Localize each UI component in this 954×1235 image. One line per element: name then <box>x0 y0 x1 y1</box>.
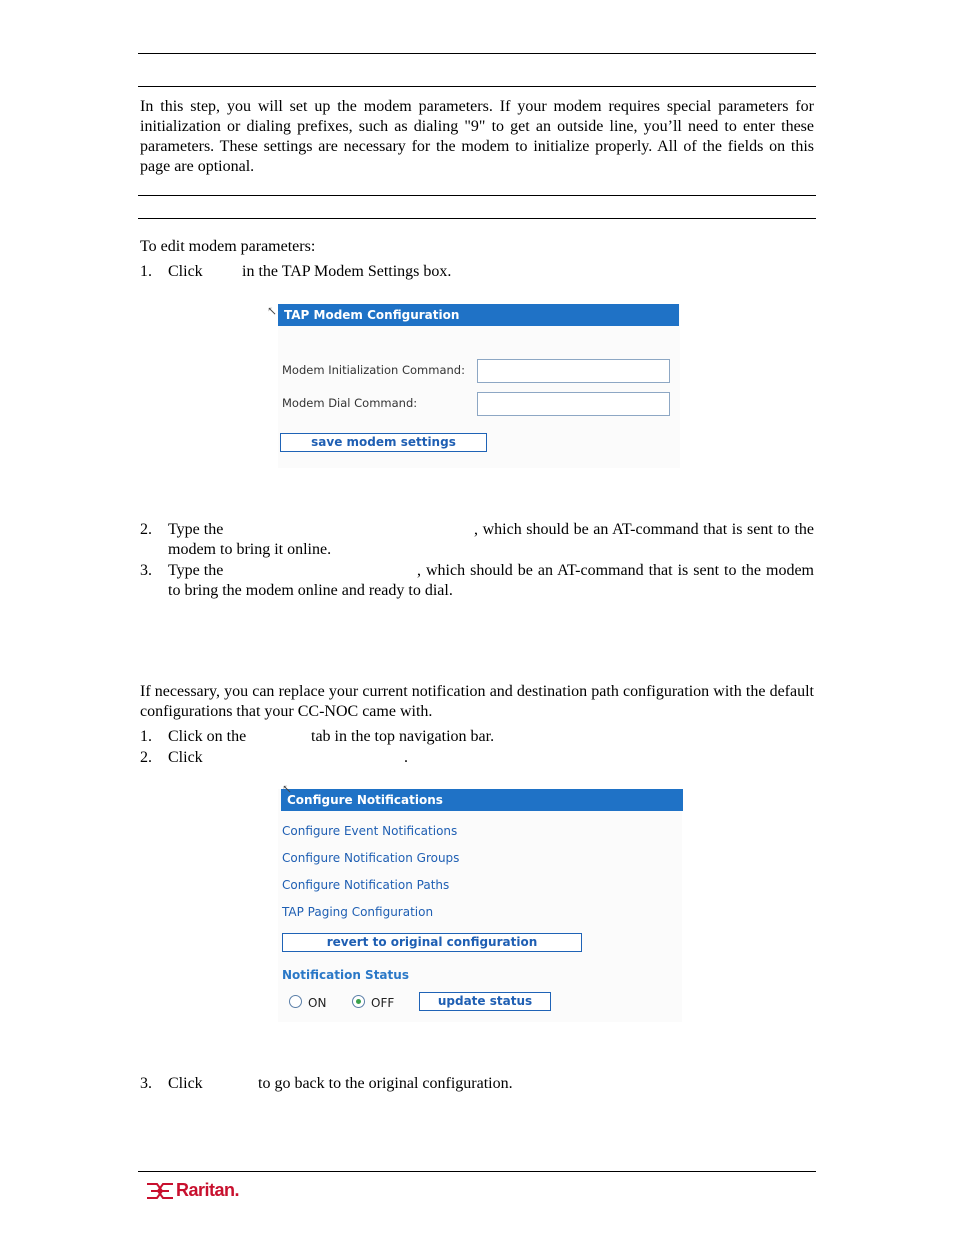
section-rule-bottom <box>138 218 816 219</box>
intro-paragraph: In this step, you will set up the modem parameters. If your modem requires special parameters for initialization or dialing prefixes, such as dialing "9" to get an outside line, you’ll need to enter these parameters. These settings are necessary for the modem to initialize properly. All of the fields on this page are optional. <box>140 98 814 175</box>
revert-step1-number: 1. <box>140 728 152 745</box>
revert-step2-text-post: . <box>404 749 408 766</box>
section-rule-top <box>138 195 816 196</box>
modem-dial-label: Modem Dial Command: <box>282 396 418 410</box>
revert-original-configuration-button[interactable]: revert to original configuration <box>282 933 582 952</box>
configure-notification-groups-link[interactable]: Configure Notification Groups <box>282 851 460 865</box>
revert-step2-number: 2. <box>140 749 152 766</box>
step3-number: 3. <box>140 562 152 579</box>
step2-text-post: , which should be an AT-command that is sent to the modem to bring it online. <box>168 521 814 558</box>
header-rule-bottom <box>138 86 816 87</box>
step1-text-pre: Click <box>168 263 203 280</box>
mouse-cursor-icon-2: ↖ <box>282 782 293 796</box>
modem-dial-field[interactable] <box>477 392 670 416</box>
revert-step3-text-post: to go back to the original configuration. <box>258 1075 513 1092</box>
status-off-label: OFF <box>371 996 395 1010</box>
modem-init-field[interactable] <box>477 359 670 383</box>
revert-step1-text-post: tab in the top navigation bar. <box>311 728 495 745</box>
status-on-label: ON <box>308 996 327 1010</box>
tap-paging-configuration-link[interactable]: TAP Paging Configuration <box>282 905 434 919</box>
step3-text-pre: Type the <box>168 562 224 579</box>
raritan-logo-text: Raritan. <box>176 1180 240 1200</box>
step1-text-post: in the TAP Modem Settings box. <box>242 263 452 280</box>
save-modem-settings-button[interactable]: save modem settings <box>280 433 487 452</box>
mouse-cursor-icon: ↖ <box>267 304 278 318</box>
raritan-logo <box>145 1180 255 1202</box>
modem-config-title: TAP Modem Configuration <box>278 304 679 326</box>
revert-step3-number: 3. <box>140 1075 152 1092</box>
configure-notifications-title: Configure Notifications <box>281 789 683 811</box>
header-rule-top <box>138 53 816 54</box>
status-off-radio[interactable] <box>352 995 365 1008</box>
edit-heading: To edit modem parameters: <box>140 238 316 255</box>
footer-rule <box>138 1171 816 1172</box>
modem-config-panel <box>278 304 680 468</box>
configure-event-notifications-link[interactable]: Configure Event Notifications <box>282 824 458 838</box>
revert-step2-text-pre: Click <box>168 749 203 766</box>
status-on-radio[interactable] <box>289 995 302 1008</box>
modem-init-label: Modem Initialization Command: <box>282 363 465 377</box>
update-status-button[interactable]: update status <box>419 992 551 1011</box>
configure-notifications-panel <box>278 789 682 1022</box>
step3-text-post: , which should be an AT-command that is sent to the modem to bring the modem online and ready to dial. <box>168 562 814 599</box>
notification-status-heading: Notification Status <box>282 968 409 982</box>
step1-number: 1. <box>140 263 152 280</box>
step2-number: 2. <box>140 521 152 538</box>
configure-notification-paths-link[interactable]: Configure Notification Paths <box>282 878 450 892</box>
raritan-logo-icon <box>145 1181 175 1201</box>
revert-step1-text-pre: Click on the <box>168 728 247 745</box>
revert-intro-paragraph: If necessary, you can replace your current notification and destination path configuration with the default configurations that your CC-NOC came with. <box>140 683 814 720</box>
revert-step3-text-pre: Click <box>168 1075 203 1092</box>
step2-text-pre: Type the <box>168 521 224 538</box>
